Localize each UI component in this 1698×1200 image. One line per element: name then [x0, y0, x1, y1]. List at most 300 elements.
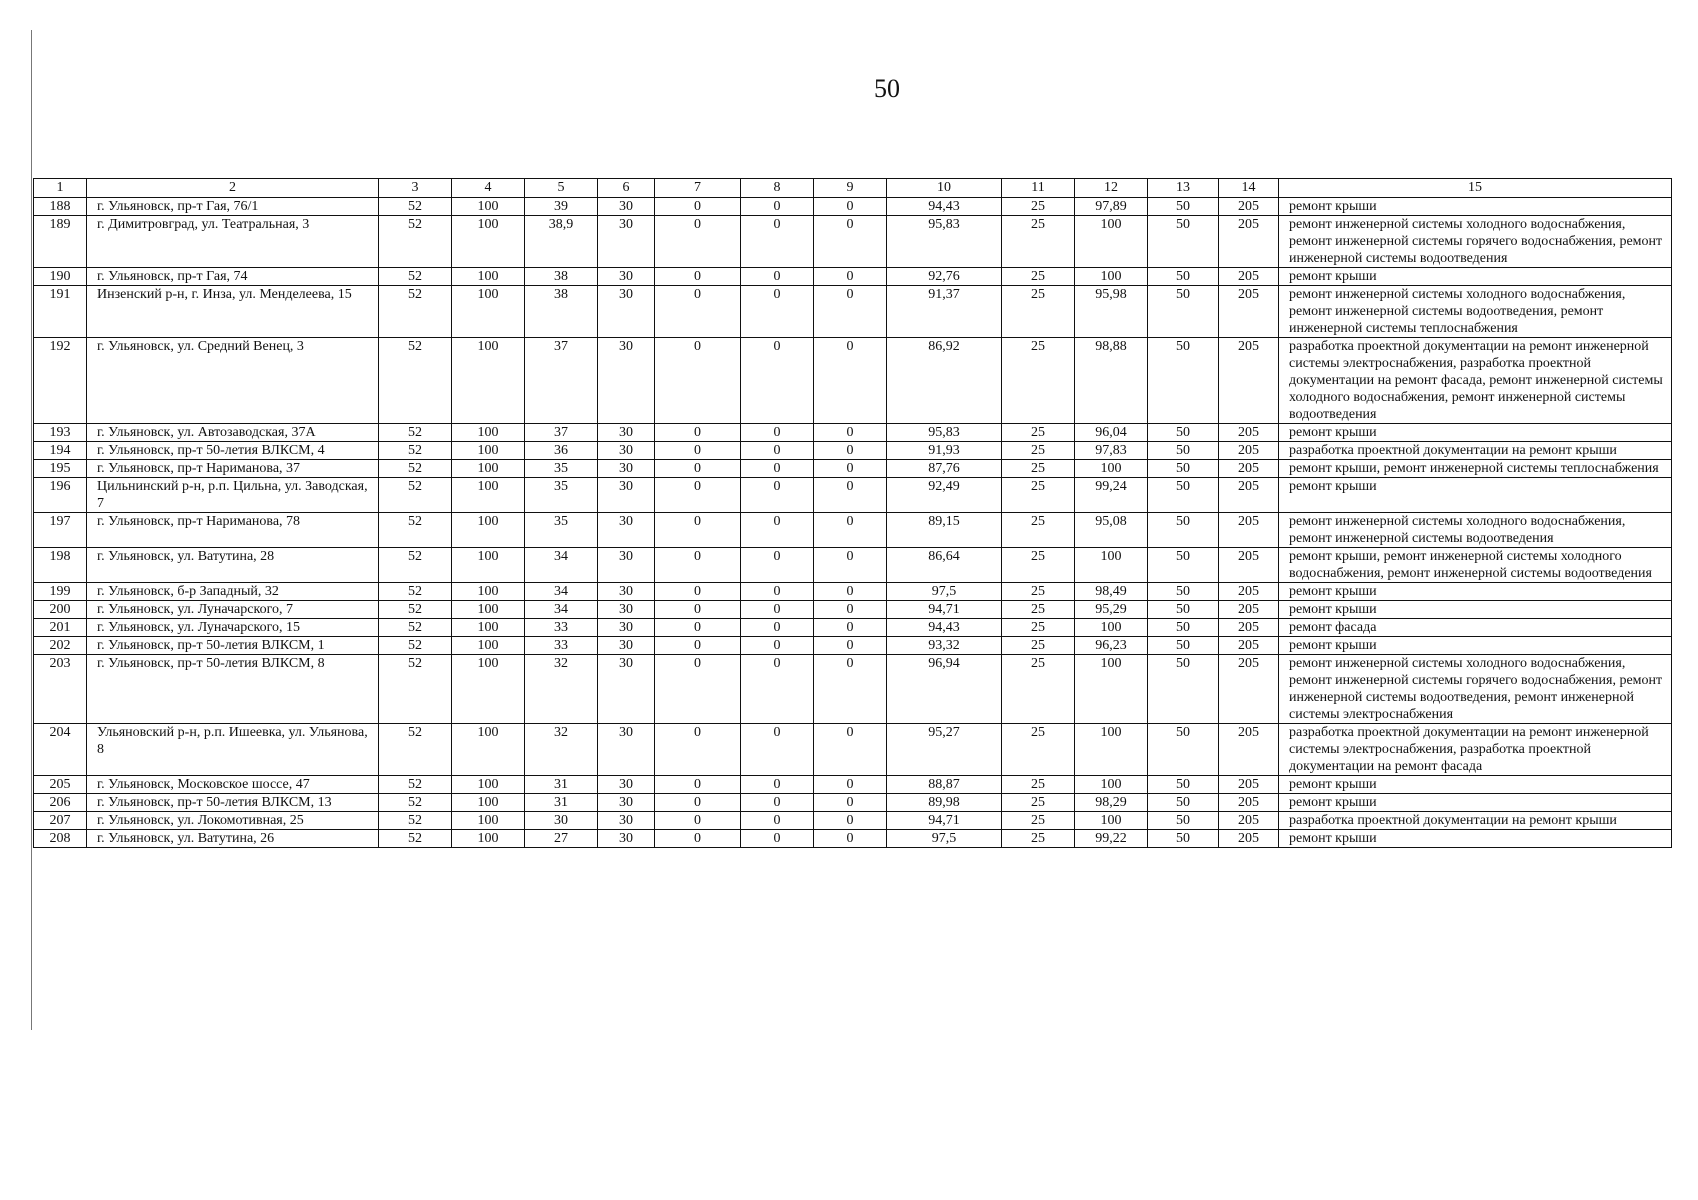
left-margin-rule: [31, 30, 32, 1030]
cell-col-9-value: 0: [814, 548, 887, 583]
cell-col-12-value: 99,22: [1075, 830, 1148, 848]
cell-col-10-value: 89,98: [887, 794, 1002, 812]
header-cell-col-8: 8: [741, 179, 814, 198]
cell-col-5-value: 31: [525, 794, 598, 812]
cell-col-4-value: 100: [452, 794, 525, 812]
header-cell-col-5: 5: [525, 179, 598, 198]
cell-col-11-value: 25: [1002, 830, 1075, 848]
cell-col-6-value: 30: [598, 794, 655, 812]
header-cell-col-3: 3: [379, 179, 452, 198]
header-cell-col-11: 11: [1002, 179, 1075, 198]
cell-col-10-value: 97,5: [887, 583, 1002, 601]
cell-col-8-value: 0: [741, 460, 814, 478]
cell-col-13-value: 50: [1148, 637, 1219, 655]
cell-col-6-value: 30: [598, 776, 655, 794]
cell-work-type: ремонт крыши, ремонт инженерной системы теплоснабжения: [1279, 460, 1672, 478]
cell-work-type: ремонт крыши: [1279, 583, 1672, 601]
cell-work-type: ремонт крыши: [1279, 478, 1672, 513]
cell-col-10-value: 91,93: [887, 442, 1002, 460]
cell-col-10-value: 87,76: [887, 460, 1002, 478]
cell-col-6-value: 30: [598, 338, 655, 424]
cell-col-4-value: 100: [452, 338, 525, 424]
cell-col-14-value: 205: [1219, 776, 1279, 794]
cell-address: г. Ульяновск, ул. Ватутина, 26: [87, 830, 379, 848]
cell-col-12-value: 100: [1075, 812, 1148, 830]
cell-col-10-value: 89,15: [887, 513, 1002, 548]
table-row: [34, 655, 1672, 724]
cell-col-14-value: 205: [1219, 812, 1279, 830]
cell-col-14-value: 205: [1219, 268, 1279, 286]
cell-col-3-value: 52: [379, 548, 452, 583]
cell-col-9-value: 0: [814, 268, 887, 286]
cell-col-10-value: 96,94: [887, 655, 1002, 724]
cell-col-12-value: 95,98: [1075, 286, 1148, 338]
cell-col-12-value: 95,29: [1075, 601, 1148, 619]
cell-col-11-value: 25: [1002, 268, 1075, 286]
cell-col-6-value: 30: [598, 286, 655, 338]
cell-col-13-value: 50: [1148, 460, 1219, 478]
cell-col-8-value: 0: [741, 198, 814, 216]
cell-col-11-value: 25: [1002, 776, 1075, 794]
cell-col-6-value: 30: [598, 548, 655, 583]
header-cell-col-4: 4: [452, 179, 525, 198]
cell-col-8-value: 0: [741, 216, 814, 268]
cell-col-9-value: 0: [814, 794, 887, 812]
cell-address: г. Ульяновск, ул. Луначарского, 7: [87, 601, 379, 619]
cell-col-13-value: 50: [1148, 268, 1219, 286]
cell-row-number: 193: [34, 424, 87, 442]
cell-col-4-value: 100: [452, 424, 525, 442]
cell-work-type: ремонт крыши: [1279, 830, 1672, 848]
cell-col-11-value: 25: [1002, 424, 1075, 442]
cell-col-8-value: 0: [741, 268, 814, 286]
cell-col-8-value: 0: [741, 601, 814, 619]
header-cell-col-14: 14: [1219, 179, 1279, 198]
cell-col-13-value: 50: [1148, 198, 1219, 216]
cell-work-type: ремонт крыши: [1279, 794, 1672, 812]
cell-col-13-value: 50: [1148, 601, 1219, 619]
cell-address: г. Ульяновск, пр-т 50-летия ВЛКСМ, 8: [87, 655, 379, 724]
housing-register-table: [33, 178, 1672, 848]
cell-col-8-value: 0: [741, 286, 814, 338]
cell-col-5-value: 34: [525, 601, 598, 619]
cell-col-11-value: 25: [1002, 637, 1075, 655]
cell-col-8-value: 0: [741, 424, 814, 442]
cell-col-6-value: 30: [598, 424, 655, 442]
table-row: [34, 198, 1672, 216]
cell-col-5-value: 39: [525, 198, 598, 216]
cell-col-10-value: 95,83: [887, 216, 1002, 268]
cell-col-3-value: 52: [379, 424, 452, 442]
cell-col-8-value: 0: [741, 442, 814, 460]
cell-col-14-value: 205: [1219, 794, 1279, 812]
cell-col-3-value: 52: [379, 286, 452, 338]
header-cell-col-2: 2: [87, 179, 379, 198]
cell-col-3-value: 52: [379, 442, 452, 460]
cell-col-6-value: 30: [598, 442, 655, 460]
cell-col-14-value: 205: [1219, 655, 1279, 724]
cell-col-14-value: 205: [1219, 637, 1279, 655]
cell-col-4-value: 100: [452, 198, 525, 216]
cell-col-12-value: 100: [1075, 548, 1148, 583]
cell-col-14-value: 205: [1219, 286, 1279, 338]
cell-col-13-value: 50: [1148, 812, 1219, 830]
table-header-row: [34, 179, 1672, 198]
table-row: [34, 812, 1672, 830]
cell-col-3-value: 52: [379, 513, 452, 548]
table-row: [34, 548, 1672, 583]
cell-col-8-value: 0: [741, 338, 814, 424]
cell-col-5-value: 38: [525, 268, 598, 286]
cell-work-type: ремонт крыши: [1279, 776, 1672, 794]
cell-col-12-value: 99,24: [1075, 478, 1148, 513]
cell-col-8-value: 0: [741, 724, 814, 776]
page-number: 50: [874, 74, 900, 103]
cell-col-7-value: 0: [655, 198, 741, 216]
header-cell-col-12: 12: [1075, 179, 1148, 198]
cell-work-type: ремонт крыши: [1279, 601, 1672, 619]
cell-col-8-value: 0: [741, 513, 814, 548]
cell-col-12-value: 96,04: [1075, 424, 1148, 442]
cell-work-type: ремонт крыши: [1279, 637, 1672, 655]
cell-row-number: 200: [34, 601, 87, 619]
cell-address: г. Ульяновск, пр-т Нариманова, 78: [87, 513, 379, 548]
cell-address: г. Ульяновск, пр-т Гая, 76/1: [87, 198, 379, 216]
cell-col-14-value: 205: [1219, 338, 1279, 424]
table-row: [34, 637, 1672, 655]
cell-col-12-value: 95,08: [1075, 513, 1148, 548]
table-row: [34, 268, 1672, 286]
cell-col-4-value: 100: [452, 637, 525, 655]
cell-col-4-value: 100: [452, 513, 525, 548]
cell-col-11-value: 25: [1002, 513, 1075, 548]
cell-col-7-value: 0: [655, 268, 741, 286]
cell-col-9-value: 0: [814, 460, 887, 478]
cell-row-number: 189: [34, 216, 87, 268]
table-row: [34, 424, 1672, 442]
cell-col-11-value: 25: [1002, 724, 1075, 776]
cell-col-9-value: 0: [814, 216, 887, 268]
cell-col-12-value: 100: [1075, 724, 1148, 776]
cell-row-number: 203: [34, 655, 87, 724]
cell-col-6-value: 30: [598, 460, 655, 478]
cell-col-14-value: 205: [1219, 460, 1279, 478]
cell-col-6-value: 30: [598, 637, 655, 655]
cell-col-10-value: 95,83: [887, 424, 1002, 442]
cell-address: г. Ульяновск, ул. Ватутина, 28: [87, 548, 379, 583]
cell-row-number: 204: [34, 724, 87, 776]
cell-col-7-value: 0: [655, 548, 741, 583]
cell-col-7-value: 0: [655, 830, 741, 848]
cell-col-12-value: 100: [1075, 268, 1148, 286]
cell-col-8-value: 0: [741, 794, 814, 812]
cell-col-13-value: 50: [1148, 724, 1219, 776]
cell-col-13-value: 50: [1148, 216, 1219, 268]
cell-col-14-value: 205: [1219, 583, 1279, 601]
cell-col-9-value: 0: [814, 478, 887, 513]
cell-col-13-value: 50: [1148, 442, 1219, 460]
cell-address: г. Димитровград, ул. Театральная, 3: [87, 216, 379, 268]
cell-col-6-value: 30: [598, 198, 655, 216]
cell-col-6-value: 30: [598, 724, 655, 776]
cell-work-type: ремонт крыши: [1279, 198, 1672, 216]
table-row: [34, 601, 1672, 619]
cell-col-3-value: 52: [379, 583, 452, 601]
cell-col-11-value: 25: [1002, 338, 1075, 424]
cell-col-3-value: 52: [379, 460, 452, 478]
cell-address: г. Ульяновск, пр-т 50-летия ВЛКСМ, 4: [87, 442, 379, 460]
cell-col-13-value: 50: [1148, 619, 1219, 637]
cell-work-type: ремонт фасада: [1279, 619, 1672, 637]
cell-col-12-value: 100: [1075, 776, 1148, 794]
cell-col-13-value: 50: [1148, 583, 1219, 601]
cell-col-10-value: 92,49: [887, 478, 1002, 513]
cell-col-7-value: 0: [655, 583, 741, 601]
cell-col-7-value: 0: [655, 338, 741, 424]
cell-row-number: 190: [34, 268, 87, 286]
cell-col-7-value: 0: [655, 637, 741, 655]
cell-row-number: 198: [34, 548, 87, 583]
cell-col-7-value: 0: [655, 812, 741, 830]
cell-col-13-value: 50: [1148, 286, 1219, 338]
cell-work-type: разработка проектной документации на ремонт инженерной системы электроснабжения, разработка проектной документации на ремонт фасада: [1279, 724, 1672, 776]
cell-col-11-value: 25: [1002, 655, 1075, 724]
cell-col-5-value: 33: [525, 637, 598, 655]
cell-col-13-value: 50: [1148, 338, 1219, 424]
cell-col-9-value: 0: [814, 338, 887, 424]
cell-col-11-value: 25: [1002, 442, 1075, 460]
table-row: [34, 776, 1672, 794]
cell-col-14-value: 205: [1219, 601, 1279, 619]
header-cell-col-6: 6: [598, 179, 655, 198]
cell-col-7-value: 0: [655, 601, 741, 619]
cell-col-5-value: 35: [525, 478, 598, 513]
cell-col-12-value: 97,89: [1075, 198, 1148, 216]
cell-col-5-value: 33: [525, 619, 598, 637]
header-cell-col-13: 13: [1148, 179, 1219, 198]
table-row: [34, 583, 1672, 601]
cell-work-type: ремонт инженерной системы холодного водоснабжения, ремонт инженерной системы горячего водоснабжения, ремонт инженерной системы водоотведения, ремонт инженерной системы электроснабжения: [1279, 655, 1672, 724]
cell-col-13-value: 50: [1148, 513, 1219, 548]
table-row: [34, 794, 1672, 812]
cell-col-3-value: 52: [379, 338, 452, 424]
table-row: [34, 216, 1672, 268]
cell-col-10-value: 94,71: [887, 812, 1002, 830]
cell-col-11-value: 25: [1002, 619, 1075, 637]
cell-address: Ульяновский р-н, р.п. Ишеевка, ул. Ульянова, 8: [87, 724, 379, 776]
cell-col-6-value: 30: [598, 583, 655, 601]
cell-col-4-value: 100: [452, 548, 525, 583]
cell-col-13-value: 50: [1148, 794, 1219, 812]
cell-col-9-value: 0: [814, 724, 887, 776]
cell-col-9-value: 0: [814, 619, 887, 637]
cell-col-10-value: 94,43: [887, 198, 1002, 216]
cell-work-type: ремонт инженерной системы холодного водоснабжения, ремонт инженерной системы горячего водоснабжения, ремонт инженерной системы водоотведения: [1279, 216, 1672, 268]
cell-col-9-value: 0: [814, 830, 887, 848]
cell-address: г. Ульяновск, ул. Средний Венец, 3: [87, 338, 379, 424]
cell-col-6-value: 30: [598, 268, 655, 286]
cell-col-5-value: 31: [525, 776, 598, 794]
cell-col-8-value: 0: [741, 812, 814, 830]
cell-col-10-value: 94,71: [887, 601, 1002, 619]
cell-row-number: 192: [34, 338, 87, 424]
cell-address: г. Ульяновск, пр-т 50-летия ВЛКСМ, 1: [87, 637, 379, 655]
table-row: [34, 338, 1672, 424]
cell-col-4-value: 100: [452, 830, 525, 848]
cell-work-type: разработка проектной документации на ремонт крыши: [1279, 812, 1672, 830]
cell-address: Инзенский р-н, г. Инза, ул. Менделеева, 15: [87, 286, 379, 338]
cell-col-13-value: 50: [1148, 478, 1219, 513]
header-cell-col-9: 9: [814, 179, 887, 198]
cell-col-4-value: 100: [452, 286, 525, 338]
cell-col-11-value: 25: [1002, 286, 1075, 338]
cell-col-8-value: 0: [741, 637, 814, 655]
cell-col-3-value: 52: [379, 776, 452, 794]
cell-col-3-value: 52: [379, 637, 452, 655]
cell-col-4-value: 100: [452, 655, 525, 724]
cell-row-number: 191: [34, 286, 87, 338]
header-cell-col-7: 7: [655, 179, 741, 198]
cell-col-4-value: 100: [452, 442, 525, 460]
cell-col-12-value: 97,83: [1075, 442, 1148, 460]
cell-col-4-value: 100: [452, 216, 525, 268]
cell-col-8-value: 0: [741, 655, 814, 724]
cell-col-4-value: 100: [452, 460, 525, 478]
cell-address: г. Ульяновск, б-р Западный, 32: [87, 583, 379, 601]
cell-col-5-value: 34: [525, 583, 598, 601]
cell-col-14-value: 205: [1219, 830, 1279, 848]
cell-col-11-value: 25: [1002, 548, 1075, 583]
cell-col-12-value: 100: [1075, 655, 1148, 724]
table-row: [34, 460, 1672, 478]
cell-col-12-value: 98,88: [1075, 338, 1148, 424]
cell-col-13-value: 50: [1148, 424, 1219, 442]
cell-col-14-value: 205: [1219, 424, 1279, 442]
cell-col-4-value: 100: [452, 583, 525, 601]
cell-col-3-value: 52: [379, 601, 452, 619]
cell-address: г. Ульяновск, ул. Луначарского, 15: [87, 619, 379, 637]
cell-col-12-value: 96,23: [1075, 637, 1148, 655]
table-row: [34, 724, 1672, 776]
cell-col-10-value: 91,37: [887, 286, 1002, 338]
cell-col-7-value: 0: [655, 776, 741, 794]
cell-row-number: 199: [34, 583, 87, 601]
cell-col-14-value: 205: [1219, 513, 1279, 548]
cell-col-10-value: 86,64: [887, 548, 1002, 583]
cell-row-number: 196: [34, 478, 87, 513]
cell-col-6-value: 30: [598, 513, 655, 548]
cell-col-4-value: 100: [452, 268, 525, 286]
cell-address: г. Ульяновск, ул. Локомотивная, 25: [87, 812, 379, 830]
cell-col-13-value: 50: [1148, 655, 1219, 724]
cell-address: г. Ульяновск, ул. Автозаводская, 37А: [87, 424, 379, 442]
table-row: [34, 442, 1672, 460]
cell-col-14-value: 205: [1219, 724, 1279, 776]
table-row: [34, 619, 1672, 637]
cell-row-number: 194: [34, 442, 87, 460]
cell-col-4-value: 100: [452, 601, 525, 619]
cell-col-9-value: 0: [814, 601, 887, 619]
cell-col-5-value: 35: [525, 513, 598, 548]
cell-work-type: ремонт крыши: [1279, 424, 1672, 442]
cell-work-type: ремонт инженерной системы холодного водоснабжения, ремонт инженерной системы водоотведения, ремонт инженерной системы теплоснабжения: [1279, 286, 1672, 338]
cell-col-3-value: 52: [379, 794, 452, 812]
cell-col-14-value: 205: [1219, 548, 1279, 583]
cell-col-11-value: 25: [1002, 198, 1075, 216]
table-row: [34, 513, 1672, 548]
cell-address: г. Ульяновск, пр-т 50-летия ВЛКСМ, 13: [87, 794, 379, 812]
cell-row-number: 208: [34, 830, 87, 848]
cell-col-8-value: 0: [741, 478, 814, 513]
cell-col-3-value: 52: [379, 812, 452, 830]
cell-col-4-value: 100: [452, 724, 525, 776]
cell-row-number: 206: [34, 794, 87, 812]
cell-col-10-value: 92,76: [887, 268, 1002, 286]
cell-col-6-value: 30: [598, 830, 655, 848]
cell-col-7-value: 0: [655, 424, 741, 442]
cell-col-14-value: 205: [1219, 216, 1279, 268]
cell-address: г. Ульяновск, Московское шоссе, 47: [87, 776, 379, 794]
cell-row-number: 202: [34, 637, 87, 655]
cell-col-3-value: 52: [379, 619, 452, 637]
cell-col-7-value: 0: [655, 794, 741, 812]
cell-col-5-value: 35: [525, 460, 598, 478]
cell-row-number: 205: [34, 776, 87, 794]
cell-col-7-value: 0: [655, 655, 741, 724]
cell-col-5-value: 30: [525, 812, 598, 830]
cell-row-number: 207: [34, 812, 87, 830]
cell-col-9-value: 0: [814, 286, 887, 338]
cell-col-9-value: 0: [814, 198, 887, 216]
cell-col-9-value: 0: [814, 513, 887, 548]
cell-col-4-value: 100: [452, 619, 525, 637]
cell-col-6-value: 30: [598, 619, 655, 637]
cell-col-11-value: 25: [1002, 460, 1075, 478]
cell-col-10-value: 86,92: [887, 338, 1002, 424]
cell-col-10-value: 94,43: [887, 619, 1002, 637]
cell-address: г. Ульяновск, пр-т Нариманова, 37: [87, 460, 379, 478]
cell-col-14-value: 205: [1219, 442, 1279, 460]
cell-col-3-value: 52: [379, 198, 452, 216]
cell-col-6-value: 30: [598, 216, 655, 268]
cell-col-7-value: 0: [655, 724, 741, 776]
cell-col-8-value: 0: [741, 619, 814, 637]
cell-col-7-value: 0: [655, 619, 741, 637]
cell-col-8-value: 0: [741, 776, 814, 794]
cell-col-3-value: 52: [379, 830, 452, 848]
cell-col-11-value: 25: [1002, 216, 1075, 268]
cell-col-6-value: 30: [598, 478, 655, 513]
cell-col-3-value: 52: [379, 268, 452, 286]
cell-col-12-value: 100: [1075, 216, 1148, 268]
cell-col-4-value: 100: [452, 776, 525, 794]
cell-col-8-value: 0: [741, 548, 814, 583]
cell-col-5-value: 36: [525, 442, 598, 460]
cell-col-14-value: 205: [1219, 478, 1279, 513]
cell-col-9-value: 0: [814, 637, 887, 655]
cell-col-8-value: 0: [741, 583, 814, 601]
cell-col-9-value: 0: [814, 655, 887, 724]
cell-col-3-value: 52: [379, 216, 452, 268]
cell-col-12-value: 100: [1075, 460, 1148, 478]
cell-col-10-value: 97,5: [887, 830, 1002, 848]
cell-col-6-value: 30: [598, 601, 655, 619]
cell-col-3-value: 52: [379, 655, 452, 724]
cell-col-13-value: 50: [1148, 830, 1219, 848]
cell-col-10-value: 93,32: [887, 637, 1002, 655]
cell-col-7-value: 0: [655, 216, 741, 268]
cell-col-7-value: 0: [655, 442, 741, 460]
